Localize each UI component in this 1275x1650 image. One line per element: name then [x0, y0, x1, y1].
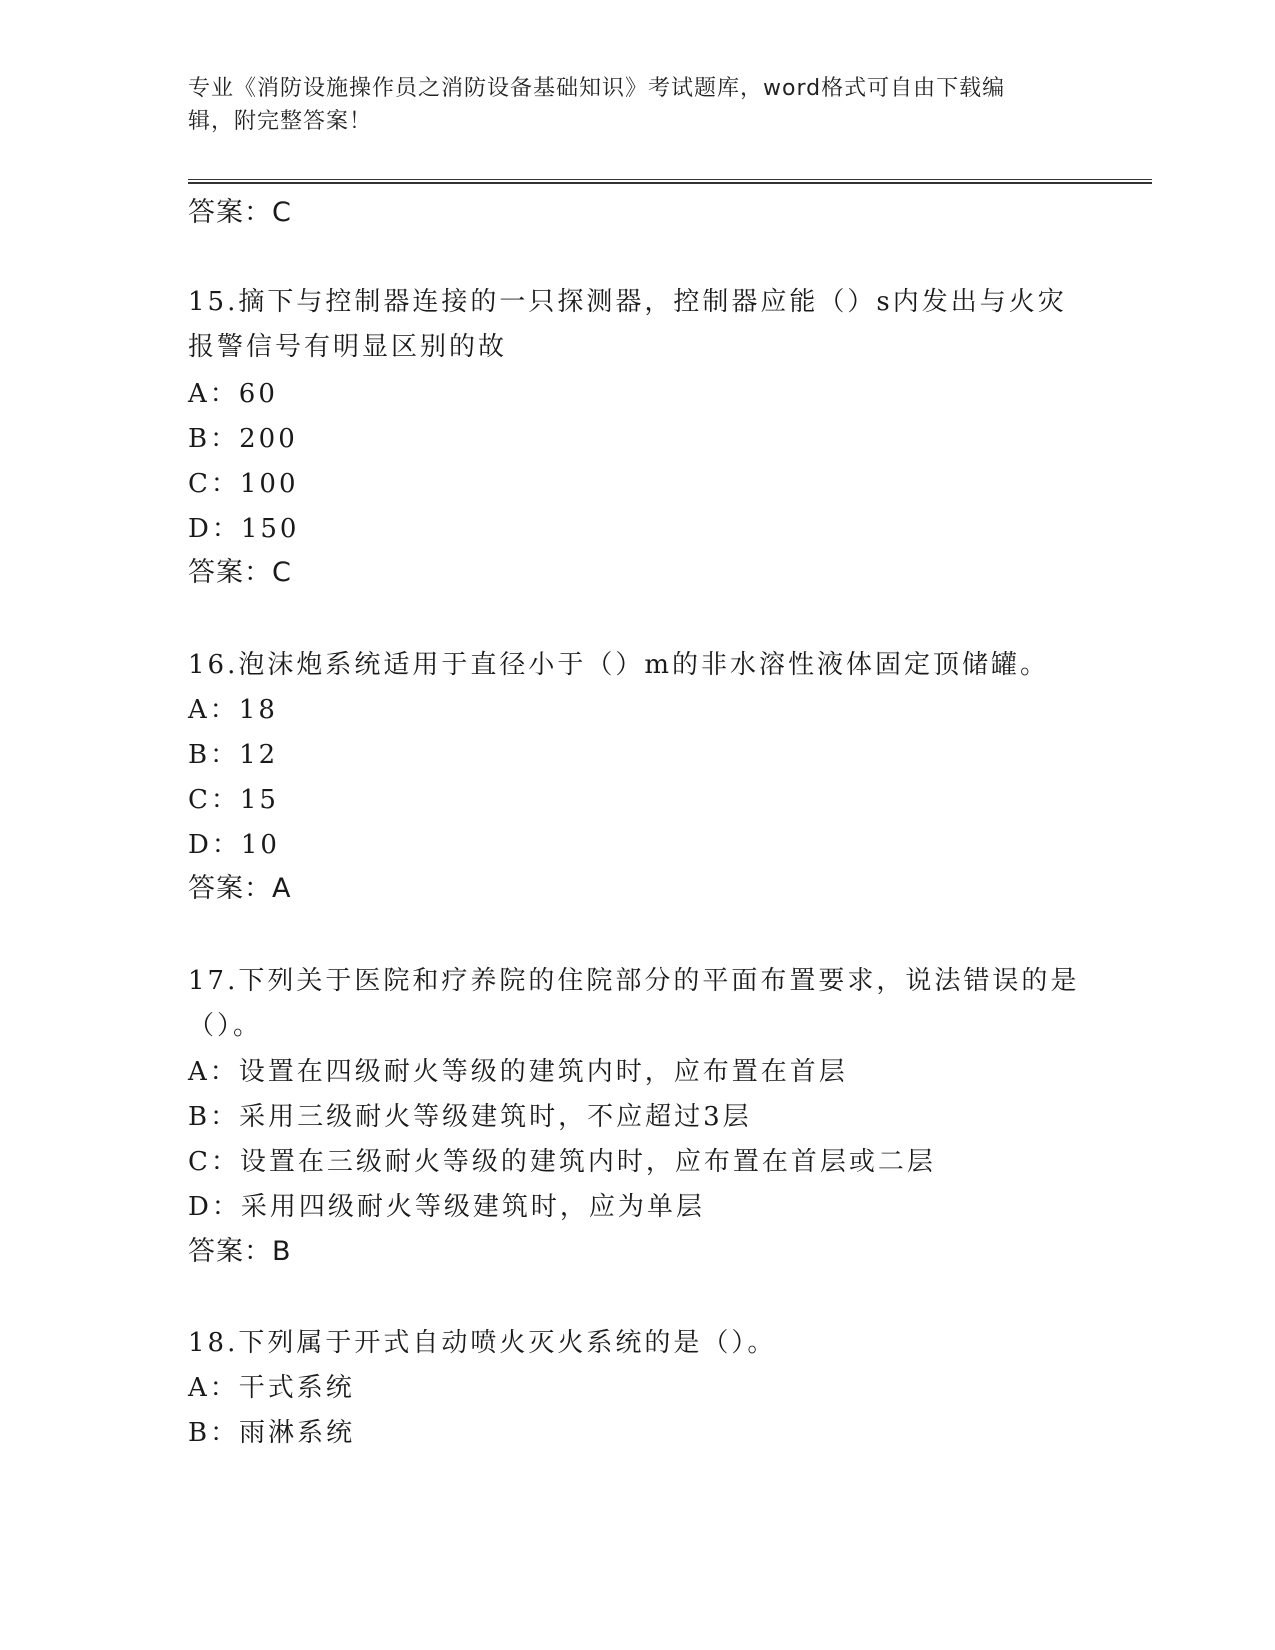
question-15-option-b: B：200	[188, 424, 298, 454]
question-17-option-c: C：设置在三级耐火等级的建筑内时，应布置在首层或二层	[188, 1147, 936, 1177]
question-15-stem-line-1: 15.摘下与控制器连接的一只探测器，控制器应能（）s内发出与火灾	[188, 287, 1067, 317]
question-15-option-c: C：100	[188, 469, 299, 499]
question-17-option-d: D：采用四级耐火等级建筑时，应为单层	[188, 1192, 705, 1222]
question-15-answer: 答案：C	[188, 557, 292, 588]
question-16-stem-line-1: 16.泡沫炮系统适用于直径小于（）m的非水溶性液体固定顶储罐。	[188, 650, 1050, 680]
question-17-option-b: B：采用三级耐火等级建筑时，不应超过3层	[188, 1102, 752, 1132]
question-18-option-b: B：雨淋系统	[188, 1418, 356, 1448]
header-line-2: 辑，附完整答案！	[188, 109, 373, 134]
question-18-option-a: A：干式系统	[188, 1373, 355, 1403]
header-line-1: 专业《消防设施操作员之消防设备基础知识》考试题库，word格式可自由下载编	[188, 76, 1006, 101]
document-header	[188, 72, 1088, 138]
question-18-stem-line-1: 18.下列属于开式自动喷火灭火系统的是（）。	[188, 1328, 777, 1358]
question-16-option-b: B：12	[188, 740, 279, 770]
question-17-answer: 答案：B	[188, 1236, 292, 1267]
question-16-option-c: C：15	[188, 785, 279, 815]
answer-label: 答案：C	[188, 197, 292, 228]
question-15-option-d: D：150	[188, 514, 300, 544]
question-16-option-a: A：18	[188, 695, 278, 725]
question-16-answer: 答案：A	[188, 873, 292, 904]
question-16-option-d: D：10	[188, 830, 280, 860]
header-divider	[188, 179, 1152, 184]
question-17-stem-line-1: 17.下列关于医院和疗养院的住院部分的平面布置要求，说法错误的是	[188, 966, 1080, 996]
question-17-option-a: A：设置在四级耐火等级的建筑内时，应布置在首层	[188, 1057, 848, 1087]
question-15-option-a: A：60	[188, 379, 278, 409]
question-17-stem-line-2: （）。	[188, 1011, 263, 1041]
question-15-stem-line-2: 报警信号有明显区别的故	[188, 332, 508, 362]
